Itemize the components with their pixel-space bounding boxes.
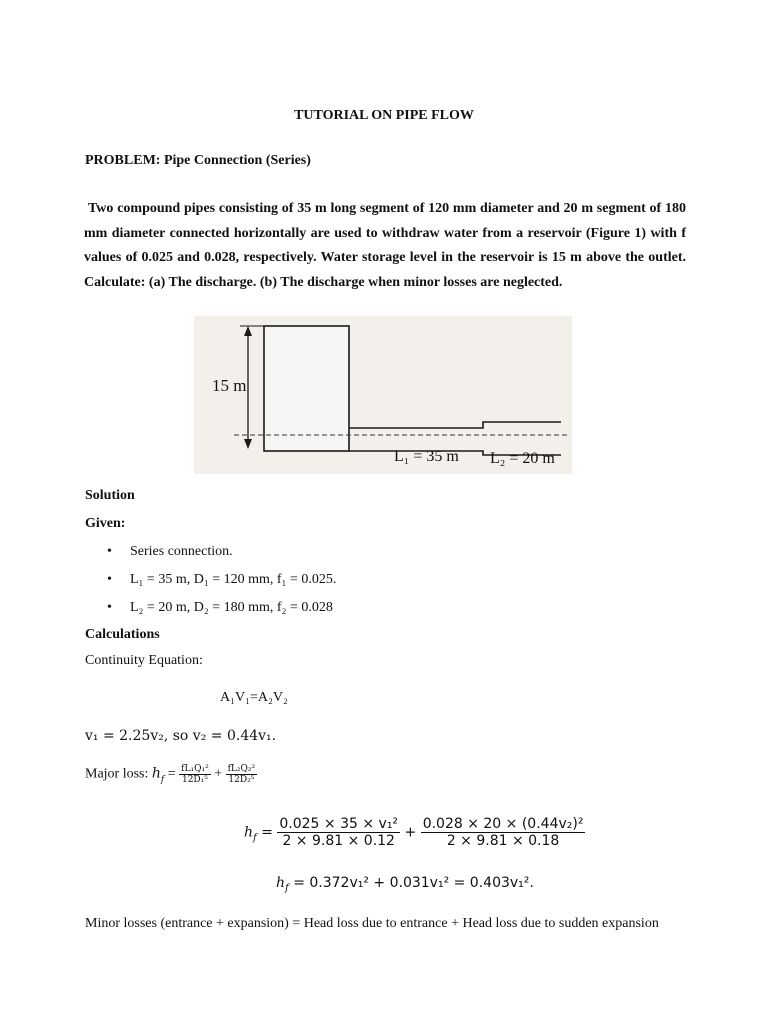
problem-line: Two compound pipes consisting of 35 m long segment of 120 mm diameter and 20 m segment of 180 (88, 201, 686, 216)
problem-line: mm diameter connected horizontally are used to withdraw water from a reservoir (Figure 1) with f (84, 225, 686, 241)
head-loss-equation-2: $h_f = 0.372v_1^2 + 0.031v_1^2 = 0.403v_1^2$. (276, 875, 534, 894)
solution-heading: Solution (85, 488, 135, 503)
problem-line: values of 0.025 and 0.028, respectively. Water storage level in the reservoir is 15 m above the outlet. (84, 250, 686, 265)
reservoir (264, 326, 349, 451)
problem-line: Calculate: (a) The discharge. (b) The discharge when minor losses are neglected. (84, 274, 563, 290)
page-title: TUTORIAL ON PIPE FLOW (294, 108, 474, 123)
velocity-relation: v₁ = 2.25v₂, so v₂ = 0.44v₁. (85, 728, 277, 744)
given-item: • Series connection. (107, 544, 233, 559)
reservoir-pipe-figure (194, 316, 572, 474)
given-item: • L₂ = 20 m, D₂ = 180 mm, f₂ = 0.028 (107, 600, 333, 615)
given-item: • L₁ = 35 m, D₁ = 120 mm, f₁ = 0.025. (107, 572, 337, 587)
head-loss-equation-1: $h_f$ = $\frac{\text{0.025 × 35 × v₁²}}{2 \times 9.81 \times 0.12}$ + $\frac{\text{0.028 × 20 × (0.44v₂)²}}{2 \times 9.81 \times 0.18}$ (244, 816, 584, 849)
l2-label: L₂ = 20 m (490, 450, 555, 467)
continuity-label: Continuity Equation: (85, 653, 203, 668)
given-heading: Given: (85, 516, 126, 531)
minor-losses-line: Minor losses (entrance + expansion) = Head loss due to entrance + Head loss due to sudden expansion (85, 916, 659, 931)
height-label: 15 m (212, 376, 247, 395)
l1-label: L₁ = 35 m (394, 448, 459, 465)
problem-statement (84, 197, 686, 295)
major-loss-formula: Major loss: $h_f$ = $\frac{\text{fL₁Q₁²}}{\text{12D₁⁵}}$ + $\frac{\text{fL₂Q₂²}}{\text{12D₂⁵}}$ (85, 764, 256, 785)
calculations-heading: Calculations (85, 627, 160, 642)
problem-heading: PROBLEM: Pipe Connection (Series) (85, 153, 311, 168)
continuity-equation: A₁V₁=A₂V₂ (220, 690, 288, 705)
